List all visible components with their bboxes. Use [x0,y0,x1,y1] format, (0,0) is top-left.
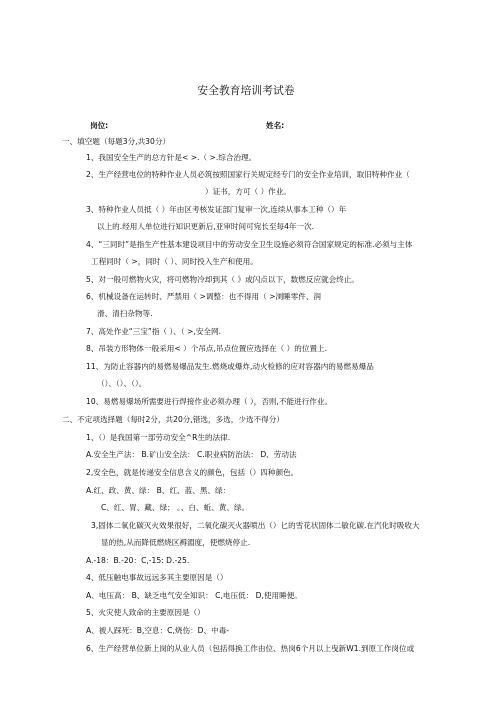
option-line: A、被人踩死：B,空息：C,烧伤：D、中毒- [86,626,230,635]
question-line: 滑、清扫杂物等. [97,309,153,318]
question-line: 4、低压触电事故远远多其主要原因是（） [86,573,228,582]
question-line: 3,固体二氧化碳灭火效果很好，二氧化碳灭火器喷出（）匕的雪花状固体二敏化碳.在汽化时吸收大 [91,521,420,530]
page-title: 安全教育培训考试卷 [197,84,295,97]
question-line: 11、为防止容器内的易燃易爆品发生.燃烧或爆炸,动火检修的应对容器内的易燃易爆品 [86,362,374,371]
section-fill-blank-heading: 一、填空题（每题3分,共30分） [62,137,171,146]
name-label: 姓名: [266,121,285,130]
question-line: 6、生产经营单位新上岗的从业人员（包括得换工作由位、热岗6个月以上曳新W1.到原工作岗位或 [86,644,415,653]
option-line: A.-18：B.-20：C,-15: D.-25. [86,556,190,565]
option-line: A.红、政、黄、绿： B、红、蓝、黑、绿： [86,486,231,495]
question-line: 6、机械设备在运转时、严禁用（ >调整：也不得用（ >浏睡零件、润 [86,292,322,301]
question-line: 5、对一般可燃物火灾，将可燃物冷却到其（ 》或闪点以下，数燃反应就会终止。 [86,275,360,284]
question-line: 以上的.经用人单位进行知识更新后,亚审时间可宛长至每4年一次. [97,222,315,231]
option-line: C、红、胃、藏、绿； 。、白、蚯、黄、绿。 [101,503,250,512]
question-line: 1、（）是我国第一部劳动安全^R生的法律. [86,433,231,442]
option-line: A.安全生产法： B.矿山安全法： C.职业病防治法： D、劳动法 [86,450,297,459]
post-label: 岗位: [90,121,109,130]
question-line: ）证书，方可（ ）作业。 [205,187,291,196]
question-line: 10、易燃易爆场所需要进行焊接作业必须办理（ ），否则,不能进行作业。 [86,397,333,406]
section-choice-heading: 二、不定项选择题（每时2分，共20分,错选，多选，少选不得分） [62,415,284,424]
question-line: 7、高处作业“三宝”指（ ）、（ >,安全网. [86,327,222,336]
question-line: 8、吊装方形物体一般采用< ）个吊点,吊点位置应选择在（ ）的位置上. [86,344,328,353]
question-line: 2、生产经营电位的特种作业人员必筑按照国家行关规定经专门的安全作业培训，取旧特种作业（ [86,170,410,179]
question-line: 3、特种作业人员抵（ ）年由区考核发证部门复审一次,连续从事本工种（）年 [86,205,347,214]
question-line: （）、（）、（）。 [97,379,147,388]
question-line: 显的热,从而降低燃烧区褥湄度，使燃烧停止. [101,538,251,547]
question-line: 4、“三同时”是指生产性基本建设项目中的劳动安全卫生设施必须符合国家规定的标准.必须与主体 [86,240,413,249]
question-line: 工程同时（ >，同时（ ）、同时投入生产和使用。 [91,257,258,266]
question-line: 2,安全色，就是传递安全信息含义的颜色，包括（）四种颜色。 [86,468,299,477]
question-line: 5、火灾使人致命的主要原因是（） [86,608,205,617]
option-line: A、电压高： B、缺乏电气安全知识： C,电压低： D,使用睡便。 [86,591,302,600]
question-line: 1、我国安全生产的总方针是< >.（ >.综合治理。 [86,153,257,162]
